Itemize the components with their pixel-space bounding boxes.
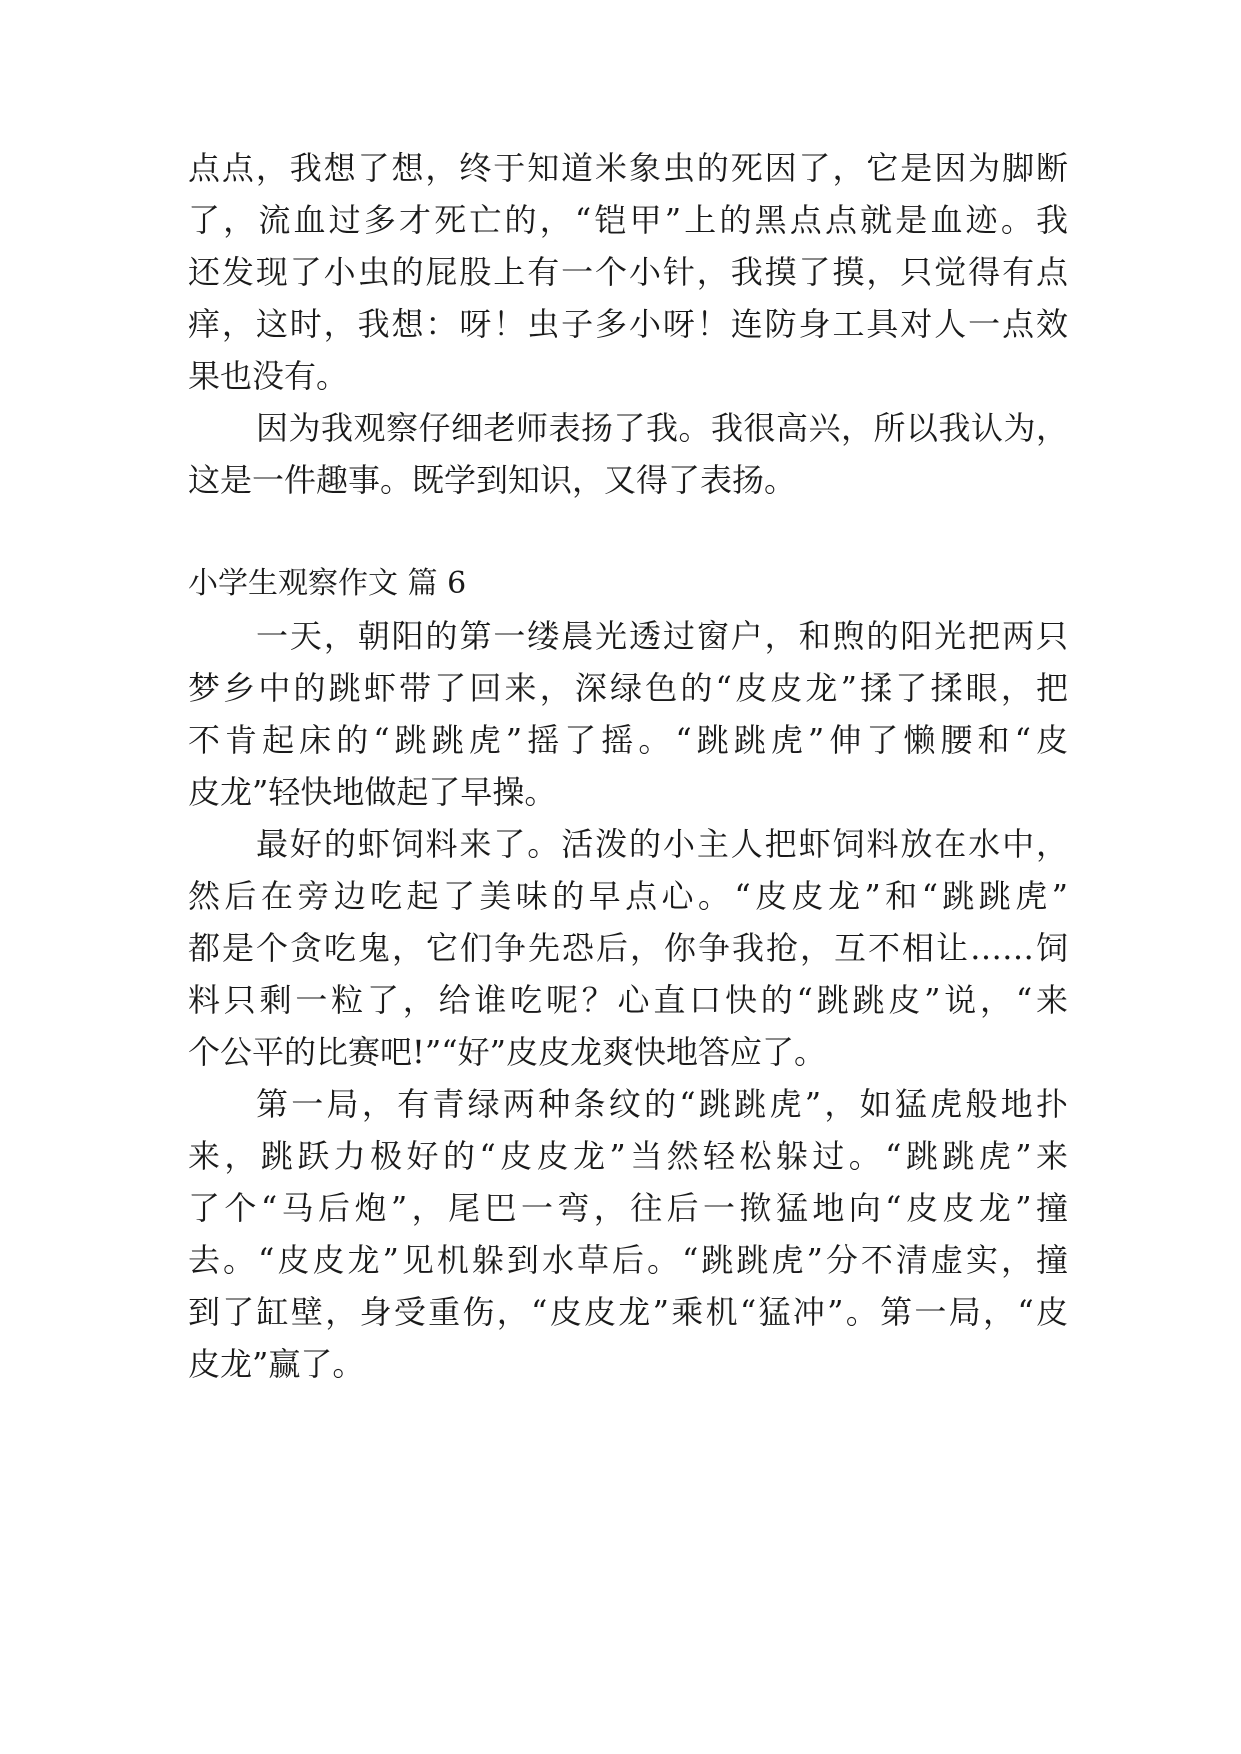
paragraph-line: 了，流血过多才死亡的，“铠甲”上的黑点点就是血迹。我 — [188, 201, 1068, 239]
paragraph-line: 一天，朝阳的第一缕晨光透过窗户，和煦的阳光把两只 — [256, 617, 1068, 655]
paragraph-line: 皮龙”赢了。 — [188, 1345, 365, 1383]
paragraph-line: 还发现了小虫的屁股上有一个小针，我摸了摸，只觉得有点 — [188, 253, 1068, 291]
paragraph-line: 这是一件趣事。既学到知识，又得了表扬。 — [188, 461, 797, 499]
paragraph-line: 个公平的比赛吧!”“好”皮皮龙爽快地答应了。 — [188, 1033, 826, 1071]
paragraph-line: 来，跳跃力极好的“皮皮龙”当然轻松躲过。“跳跳虎”来 — [188, 1137, 1068, 1175]
paragraph-line: 梦乡中的跳虾带了回来，深绿色的“皮皮龙”揉了揉眼，把 — [188, 669, 1068, 707]
paragraph-line: 然后在旁边吃起了美味的早点心。“皮皮龙”和“跳跳虎” — [188, 877, 1068, 915]
paragraph-line: 点点，我想了想，终于知道米象虫的死因了，它是因为脚断 — [188, 149, 1068, 187]
paragraph-line: 料只剩一粒了，给谁吃呢？心直口快的“跳跳皮”说，“来 — [188, 981, 1068, 1019]
section-heading: 小学生观察作文 篇 6 — [188, 566, 467, 601]
paragraph-line: 最好的虾饲料来了。活泼的小主人把虾饲料放在水中， — [256, 825, 1068, 863]
paragraph-line: 皮龙”轻快地做起了早操。 — [188, 773, 557, 811]
paragraph-line: 去。“皮皮龙”见机躲到水草后。“跳跳虎”分不清虚实，撞 — [188, 1241, 1068, 1279]
paragraph-line: 果也没有。 — [188, 357, 349, 395]
paragraph-line: 都是个贪吃鬼，它们争先恐后，你争我抢，互不相让……饲 — [188, 929, 1068, 967]
paragraph-line: 因为我观察仔细老师表扬了我。我很高兴，所以我认为， — [256, 409, 1068, 447]
paragraph-line: 痒，这时，我想：呀！虫子多小呀！连防身工具对人一点效 — [188, 305, 1068, 343]
paragraph-line: 不肯起床的“跳跳虎”摇了摇。“跳跳虎”伸了懒腰和“皮 — [188, 721, 1068, 759]
paragraph-line: 到了缸壁，身受重伤，“皮皮龙”乘机“猛冲”。第一局，“皮 — [188, 1293, 1068, 1331]
paragraph-line: 了个“马后炮”，尾巴一弯，往后一揿猛地向“皮皮龙”撞 — [188, 1189, 1068, 1227]
paragraph-line: 第一局，有青绿两种条纹的“跳跳虎”，如猛虎般地扑 — [256, 1085, 1068, 1123]
